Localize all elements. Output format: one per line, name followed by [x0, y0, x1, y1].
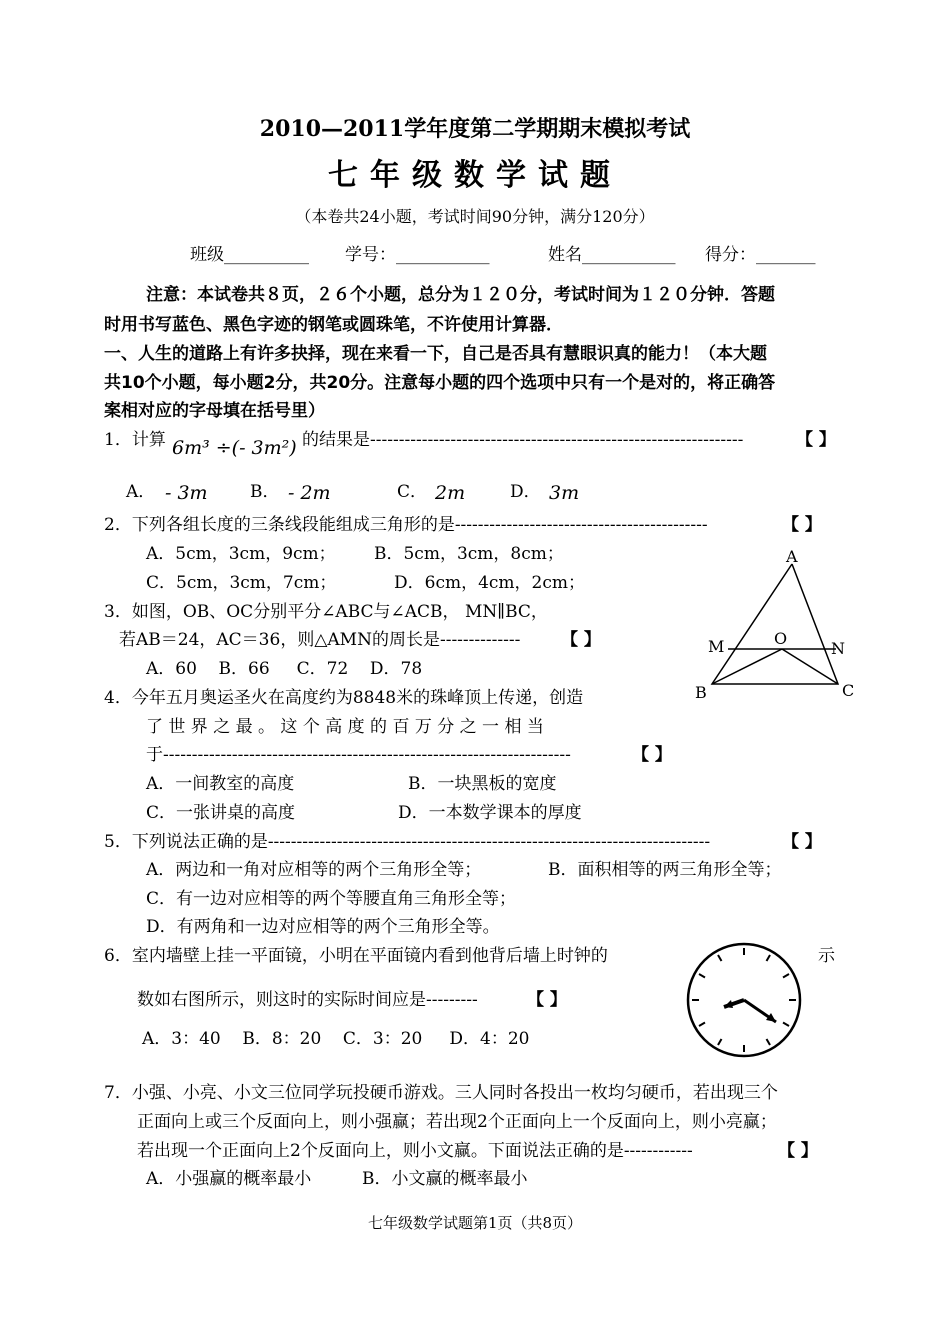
- q4-line-1: 4．今年五月奥运圣火在高度约为8848米的珠峰顶上传递，创造: [104, 688, 584, 708]
- q3-options[interactable]: A．60 B．66 C．72 D．78: [146, 659, 423, 679]
- q5-option-c[interactable]: C．有一边对应相等的两个等腰直角三角形全等；: [146, 889, 517, 909]
- q1-suffix: 的结果是-----------------------------------------------------------------: [302, 430, 744, 450]
- q7-answer-bracket[interactable]: 【 】: [778, 1141, 818, 1161]
- label-a: A: [786, 547, 798, 566]
- q2-option-d[interactable]: D．6cm，4cm，2cm；: [394, 573, 586, 593]
- q7-option-b[interactable]: B．小文赢的概率最小: [362, 1169, 528, 1189]
- q6-line-1: 6．室内墙壁上挂一平面镜，小明在平面镜内看到他背后墙上时钟的: [104, 946, 608, 966]
- label-b: B: [695, 683, 707, 702]
- triangle-figure: [690, 540, 860, 710]
- section1-line-2: 共10个小题，每小题2分，共20分。注意每小题的四个选项中只有一个是对的，将正确答: [104, 373, 776, 393]
- q3-answer-bracket[interactable]: 【 】: [561, 630, 601, 650]
- q4-line-3: 于-----------------------------------------------------------------------: [146, 745, 571, 765]
- student-id-field[interactable]: 学号：___________: [345, 245, 490, 265]
- q1-option-b-label: B．: [250, 482, 280, 502]
- q5-option-a[interactable]: A．两边和一角对应相等的两个三角形全等；: [146, 860, 482, 880]
- label-m: M: [708, 637, 725, 656]
- name-field[interactable]: 姓名___________: [548, 245, 676, 265]
- q2-answer-bracket[interactable]: 【 】: [782, 515, 822, 535]
- q4-line-2: 了 世 界 之 最 。 这 个 高 度 的 百 万 分 之 一 相 当: [146, 717, 544, 737]
- subject-title: 七年级数学试题: [328, 158, 622, 193]
- notice-line-1: 注意：本试卷共８页，２６个小题，总分为１２０分，考试时间为１２０分钟．答题: [146, 285, 775, 305]
- q3-line-1: 3．如图，OB、OC分别平分∠ABC与∠ACB， MN∥BC，: [104, 602, 548, 622]
- q1-prefix: 1．计算: [104, 430, 166, 450]
- q7-line-2: 正面向上或三个反面向上，则小强赢；若出现2个正面向上一个反面向上，则小亮赢；: [137, 1112, 777, 1132]
- exam-title: 2010—2011学年度第二学期期末模拟考试: [259, 116, 691, 142]
- q1-option-d[interactable]: 3m: [549, 482, 580, 504]
- q7-line-1: 7．小强、小亮、小文三位同学玩投硬币游戏。三人同时各投出一枚均匀硬币，若出现三个: [104, 1083, 778, 1103]
- page-footer: 七年级数学试题第1页（共8页）: [367, 1214, 583, 1232]
- label-c: C: [842, 681, 855, 700]
- q1-option-a-label: A．: [126, 482, 156, 502]
- label-o: O: [774, 629, 788, 648]
- q1-option-a[interactable]: - 3m: [165, 482, 208, 504]
- q4-option-b[interactable]: B．一块黑板的宽度: [408, 774, 557, 794]
- q1-option-b[interactable]: - 2m: [288, 482, 331, 504]
- triangle-abc: [712, 564, 838, 684]
- q1-expression: 6m³ ÷(- 3m²): [172, 437, 297, 459]
- q4-answer-bracket[interactable]: 【 】: [632, 745, 672, 765]
- section1-line-1: 一、人生的道路上有许多抉择，现在来看一下，自己是否具有慧眼识真的能力！（本大题: [104, 344, 767, 364]
- q1-option-c-label: C．: [397, 482, 428, 502]
- q7-line-3: 若出现一个正面向上2个反面向上，则小文赢。下面说法正确的是------------: [137, 1141, 693, 1161]
- q1-option-c[interactable]: 2m: [435, 482, 466, 504]
- q4-option-d[interactable]: D．一本数学课本的厚度: [398, 803, 582, 823]
- q2-stem: 2．下列各组长度的三条线段能组成三角形的是--------------------------------------------: [104, 515, 708, 535]
- q1-answer-bracket[interactable]: 【 】: [796, 430, 836, 450]
- label-n: N: [831, 639, 845, 658]
- line-oc: [782, 649, 838, 684]
- score-field[interactable]: 得分：_______: [705, 245, 816, 265]
- clock-icon: [684, 940, 804, 1060]
- q5-answer-bracket[interactable]: 【 】: [782, 832, 822, 852]
- q2-option-b[interactable]: B．5cm，3cm，8cm；: [374, 544, 564, 564]
- q6-options[interactable]: A．3：40 B．8：20 C．3：20 D．4：20: [142, 1029, 530, 1049]
- q1-option-d-label: D．: [510, 482, 541, 502]
- exam-subtitle: （本卷共24小题，考试时间90分钟，满分120分）: [295, 207, 655, 226]
- q5-option-b[interactable]: B．面积相等的两三角形全等；: [548, 860, 782, 880]
- notice-line-2: 时用书写蓝色、黑色字迹的钢笔或圆珠笔，不许使用计算器．: [104, 315, 563, 335]
- q5-option-d[interactable]: D．有两角和一边对应相等的两个三角形全等。: [146, 917, 500, 937]
- q6-line-1-tail: 示: [818, 946, 835, 966]
- q5-stem: 5．下列说法正确的是-----------------------------------------------------------------------------: [104, 832, 711, 852]
- section1-line-3: 案相对应的字母填在括号里）: [104, 401, 325, 421]
- q6-line-2: 数如右图所示，则这时的实际时间应是---------: [137, 990, 478, 1010]
- q7-option-a[interactable]: A．小强赢的概率最小: [146, 1169, 312, 1189]
- class-field[interactable]: 班级__________: [190, 245, 309, 265]
- q3-line-2: 若AB＝24，AC＝36，则△AMN的周长是--------------: [119, 630, 521, 650]
- q4-option-a[interactable]: A．一间教室的高度: [146, 774, 295, 794]
- q4-option-c[interactable]: C．一张讲桌的高度: [146, 803, 296, 823]
- q2-option-c[interactable]: C．5cm，3cm，7cm；: [146, 573, 337, 593]
- q6-answer-bracket[interactable]: 【 】: [527, 990, 567, 1010]
- q2-option-a[interactable]: A．5cm，3cm，9cm；: [146, 544, 336, 564]
